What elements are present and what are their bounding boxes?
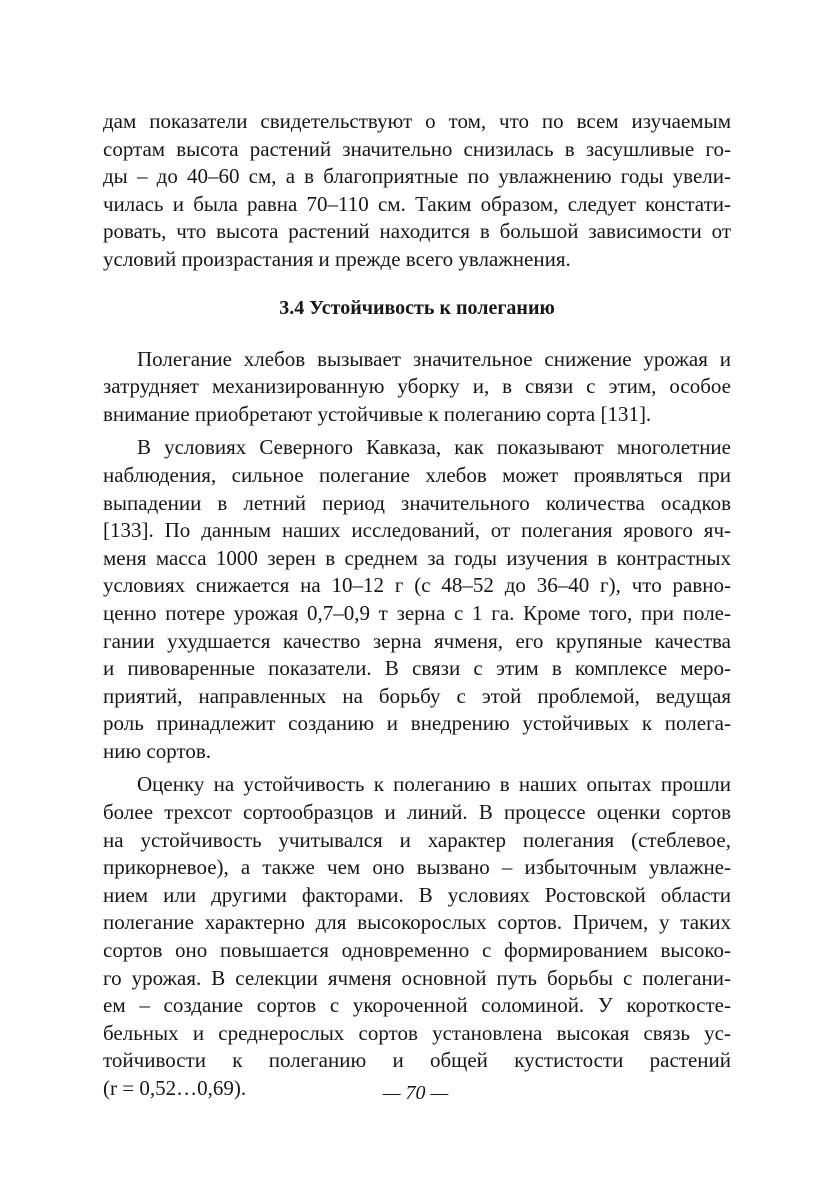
- text-line: наблюдения, сильное полегание хлебов может проявляться при: [103, 462, 731, 487]
- text-line: го урожая. В селекции ячменя основной путь борьбы с полегани-: [103, 965, 731, 990]
- text-line: дам показатели свидетельствуют о том, что по всем изучаемым: [103, 109, 731, 133]
- text-line: ровать, что высота растений находится в большой зависимости от: [103, 219, 731, 244]
- text-line: затрудняет механизированную уборку и, в связи с этим, особое: [103, 374, 731, 399]
- text-line: бельных и среднерослых сортов установлена высокая связь ус-: [103, 1020, 731, 1045]
- text-line: нию сортов.: [103, 738, 212, 763]
- text-line: (r = 0,52…0,69).: [103, 1076, 247, 1100]
- intro-paragraph: [103, 108, 731, 274]
- text-line: ем – создание сортов с укороченной соломиной. У короткосте-: [103, 993, 731, 1018]
- text-line: Оценку на устойчивость к полеганию в наших опытах прошли: [137, 772, 731, 797]
- text-line: ценно потере урожая 0,7–0,9 т зерна с 1 га. Кроме того, при поле-: [103, 600, 731, 625]
- text-line: и пивоваренные показатели. В связи с этим в комплексе меро-: [103, 656, 731, 681]
- text-line: на устойчивость учитывался и характер полегания (стеблевое,: [103, 827, 731, 852]
- text-line: сортам высота растений значительно снизилась в засушливые го-: [103, 136, 731, 161]
- text-line: более трехсот сортообразцов и линий. В процессе оценки сортов: [103, 800, 731, 825]
- text-line: условиях снижается на 10–12 г (с 48–52 до 36–40 г), что равно-: [103, 573, 731, 598]
- text-line: меня масса 1000 зерен в среднем за годы изучения в контрастных: [103, 545, 731, 570]
- text-line: роль принадлежит созданию и внедрению устойчивых к полега-: [103, 711, 731, 736]
- text-line: В условиях Северного Кавказа, как показывают многолетние: [137, 435, 731, 460]
- paragraph-north-caucasus: [103, 434, 731, 765]
- text-line: чилась и была равна 70–110 см. Таким образом, следует констати-: [103, 191, 731, 216]
- text-line: прикорневое), а также чем оно вызвано – избыточным увлажне-: [103, 855, 731, 880]
- section-heading: 3.4 Устойчивость к полеганию: [279, 296, 555, 319]
- text-line: тойчивости к полеганию и общей кустистости растений: [103, 1048, 731, 1073]
- text-line: условий произрастания и прежде всего увлажнения.: [103, 246, 571, 271]
- text-line: Полегание хлебов вызывает значительное снижение урожая и: [137, 346, 731, 371]
- page-number: — 70 —: [382, 1082, 449, 1104]
- text-line: нием или другими факторами. В условиях Ростовской области: [103, 882, 731, 907]
- text-line: полегание характерно для высокорослых сортов. Причем, у таких: [103, 910, 731, 935]
- text-line: выпадении в летний период значительного количества осадков: [103, 490, 731, 515]
- text-line: [133]. По данным наших исследований, от полегания ярового яч-: [103, 518, 731, 543]
- paragraph-lodging-intro: [103, 346, 731, 429]
- text-line: гании ухудшается качество зерна ячменя, его крупяные качества: [103, 628, 731, 653]
- page-body: [103, 108, 731, 1109]
- text-line: ды – до 40–60 см, а в благоприятные по увлажнению годы увели-: [103, 164, 731, 189]
- text-line: приятий, направленных на борьбу с этой проблемой, ведущая: [103, 683, 731, 708]
- text-line: сортов оно повышается одновременно с формированием высоко-: [103, 938, 731, 963]
- text-line: внимание приобретают устойчивые к полеганию сорта [131].: [103, 401, 652, 426]
- paragraph-assessment: [103, 771, 731, 1102]
